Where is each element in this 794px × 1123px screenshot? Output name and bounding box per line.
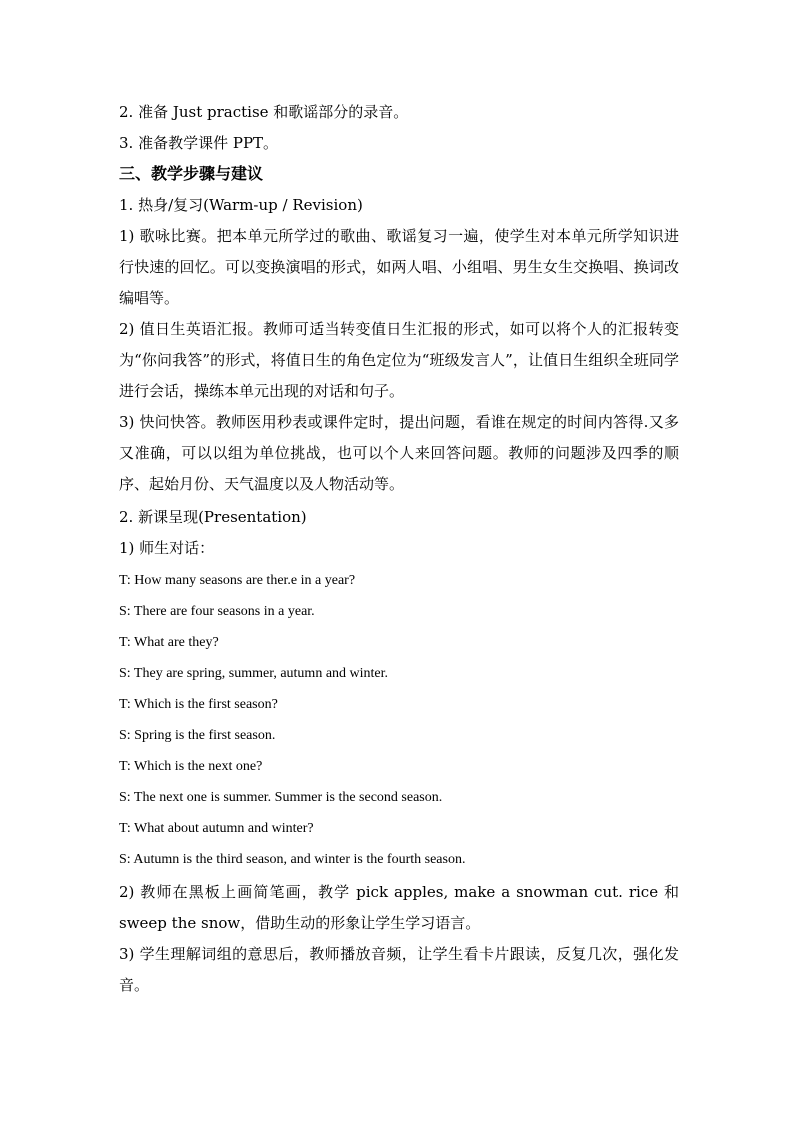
- dialogue-line-7: T: Which is the next one?: [119, 759, 263, 774]
- dialogue-line-5: T: Which is the first season?: [119, 697, 278, 712]
- prep-item-3: 3. 准备教学课件 PPT。: [119, 134, 279, 152]
- prep-item-2: 2. 准备 Just practise 和歌谣部分的录音。: [119, 103, 409, 121]
- step-1-item-2: 2) 值日生英语汇报。教师可适当转变值日生汇报的形式，如可以将个人的汇报转变为“你问我答”的形式，将值日生的角色定位为“班级发言人”，让值日生组织全班同学进行会话，操练本单元出现的对话和句子。: [119, 320, 679, 400]
- step-1-heading: 1. 热身/复习(Warm-up / Revision): [119, 196, 363, 214]
- step-1-item-3: 3) 快问快答。教师医用秒表或课件定时，提出问题，看谁在规定的时间内答得.又多又准确，可以以组为单位挑战，也可以个人来回答问题。教师的问题涉及四季的顺序、起始月份、天气温度以及人物活动等。: [119, 413, 679, 493]
- section-heading-teaching-steps: 三、教学步骤与建议: [119, 164, 264, 183]
- dialogue-line-3: T: What are they?: [119, 635, 219, 650]
- step-2-item-3: 3) 学生理解词组的意思后，教师播放音频，让学生看卡片跟读，反复几次，强化发音。: [119, 945, 679, 994]
- step-2-item-1: 1) 师生对话：: [119, 539, 215, 557]
- dialogue-line-10: S: Autumn is the third season, and winter is the fourth season.: [119, 852, 466, 867]
- dialogue-line-9: T: What about autumn and winter?: [119, 821, 314, 836]
- step-1-item-1: 1) 歌咏比赛。把本单元所学过的歌曲、歌谣复习一遍，使学生对本单元所学知识进行快速的回忆。可以变换演唱的形式，如两人唱、小组唱、男生女生交换唱、换词改编唱等。: [119, 227, 679, 307]
- dialogue-line-6: S: Spring is the first season.: [119, 728, 276, 743]
- dialogue-line-1: T: How many seasons are ther.e in a year?: [119, 573, 356, 588]
- step-2-item-2: 2) 教师在黑板上画简笔画，教学 pick apples, make a snowman cut. rice 和 sweep the snow，借助生动的形象让学生学习语言。: [119, 883, 679, 932]
- dialogue-line-2: S: There are four seasons in a year.: [119, 604, 315, 619]
- step-2-heading: 2. 新课呈现(Presentation): [119, 508, 307, 526]
- dialogue-line-4: S: They are spring, summer, autumn and winter.: [119, 666, 389, 681]
- dialogue-line-8: S: The next one is summer. Summer is the second season.: [119, 790, 443, 805]
